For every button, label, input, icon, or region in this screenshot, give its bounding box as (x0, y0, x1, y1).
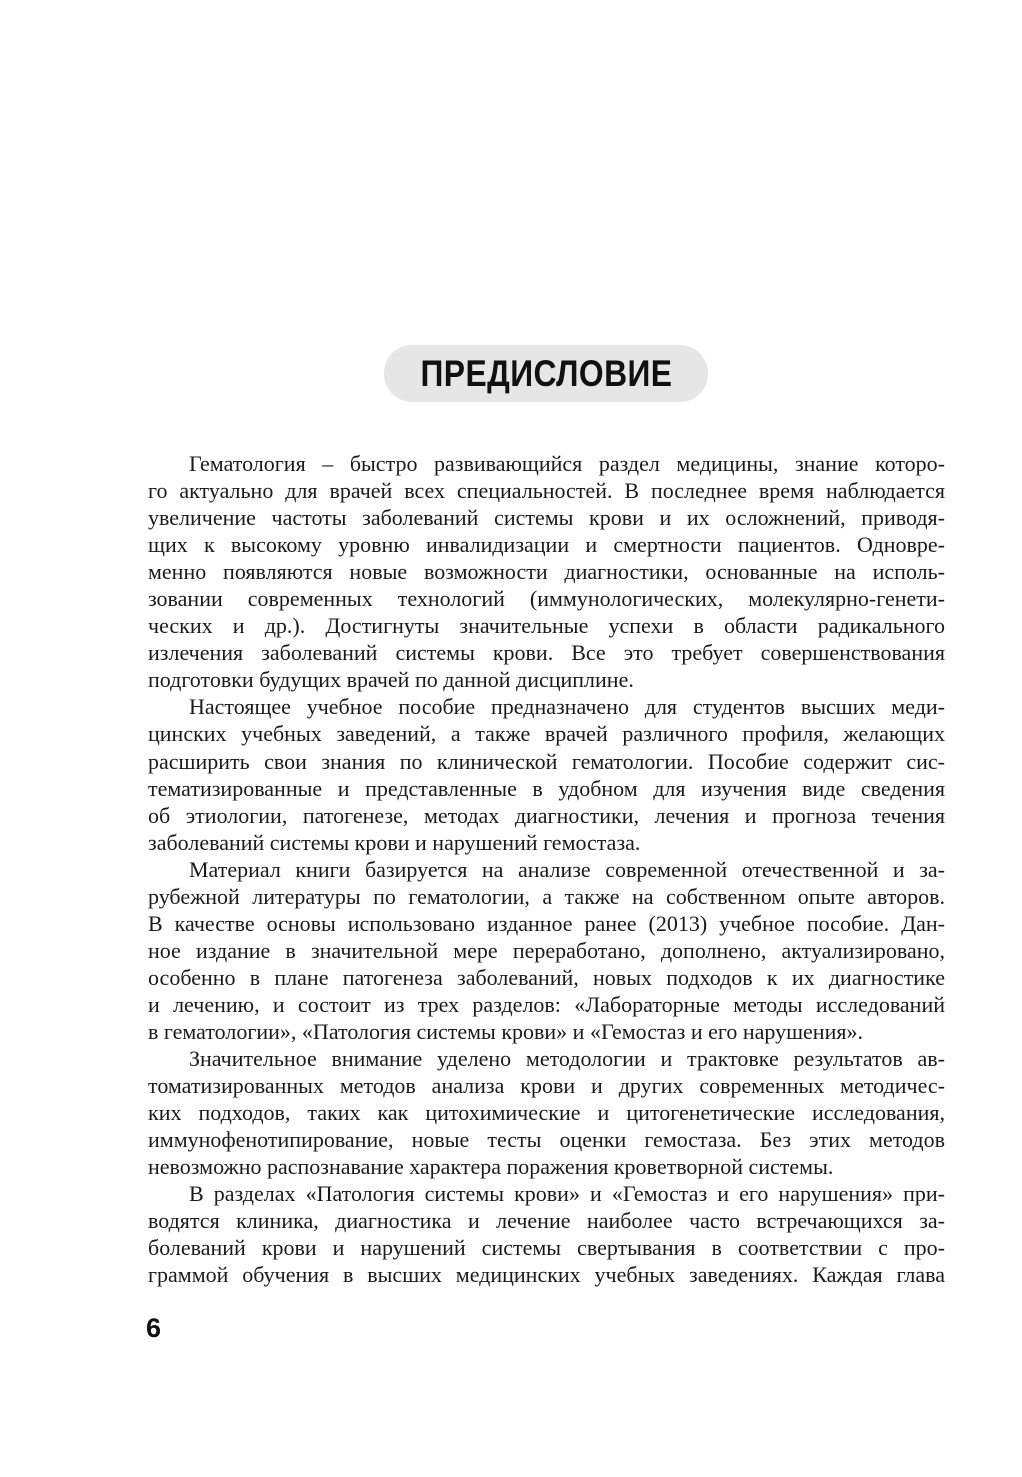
text-line: об этиологии, патогенезе, методах диагностики, лечения и прогноза течения (148, 802, 945, 828)
text-line: водятся клиника, диагностика и лечение наиболее часто встречающихся за- (148, 1208, 945, 1234)
text-line: заболеваний системы крови и нарушений гемостаза. (148, 829, 641, 855)
text-line: В качестве основы использовано изданное ранее (2013) учебное пособие. Дан- (148, 910, 945, 936)
text-line: ческих и др.). Достигнуты значительные успехи в области радикального (148, 613, 945, 639)
text-line: цинских учебных заведений, а также врачей различного профиля, желающих (148, 721, 945, 747)
text-line: подготовки будущих врачей по данной дисциплине. (148, 667, 634, 693)
text-line: ное издание в значительной мере переработано, дополнено, актуализировано, (148, 937, 945, 963)
page-number: 6 (146, 1313, 162, 1343)
page-title: ПРЕДИСЛОВИЕ (420, 352, 672, 394)
text-line: особенно в плане патогенеза заболеваний, новых подходов к их диагностике (148, 964, 945, 990)
text-line: зовании современных технологий (иммунологических, молекулярно-генети- (148, 586, 945, 612)
text-line: излечения заболеваний системы крови. Все это требует совершенствования (148, 640, 945, 666)
text-line: болеваний крови и нарушений системы свертывания в соответствии с про- (148, 1235, 945, 1261)
heading-box (384, 345, 708, 402)
text-line: тематизированные и представленные в удобном для изучения виде сведения (148, 775, 945, 801)
text-line: ких подходов, таких как цитохимические и цитогенетические исследования, (148, 1100, 945, 1126)
text-line: расширить свои знания по клинической гематологии. Пособие содержит сис- (148, 748, 945, 774)
preface-body (148, 450, 945, 1288)
text-line: в гематологии», «Патология системы крови» и «Гемостаз и его нарушения». (148, 1018, 863, 1044)
text-line: Материал книги базируется на анализе современной отечественной и за- (189, 856, 945, 882)
text-line: В разделах «Патология системы крови» и «Гемостаз и его нарушения» при- (189, 1181, 945, 1207)
text-line: щих к высокому уровню инвалидизации и смертности пациентов. Одновре- (148, 532, 945, 558)
text-line: рубежной литературы по гематологии, а также на собственном опыте авторов. (148, 883, 945, 909)
text-line: менно появляются новые возможности диагностики, основанные на исполь- (148, 559, 945, 585)
text-line: невозможно распознавание характера поражения кроветворной системы. (148, 1154, 834, 1180)
text-line: го актуально для врачей всех специальностей. В последнее время наблюдается (148, 478, 945, 504)
text-line: томатизированных методов анализа крови и других современных методичес- (148, 1073, 945, 1099)
paragraph (148, 450, 945, 693)
paragraph (148, 1045, 945, 1180)
text-line: иммунофенотипирование, новые тесты оценки гемостаза. Без этих методов (148, 1127, 945, 1153)
text-line: Значительное внимание уделено методологии и трактовке результатов ав- (189, 1046, 945, 1072)
text-line: увеличение частоты заболеваний системы крови и их осложнений, приводя- (148, 505, 945, 531)
text-line: граммой обучения в высших медицинских учебных заведениях. Каждая глава (148, 1262, 945, 1288)
text-line: и лечению, и состоит из трех разделов: «Лабораторные методы исследований (148, 991, 945, 1017)
paragraph (148, 1180, 945, 1288)
paragraph (148, 856, 945, 1045)
text-line: Гематология – быстро развивающийся раздел медицины, знание которо- (189, 451, 945, 476)
paragraph (148, 693, 945, 855)
text-line: Настоящее учебное пособие предназначено для студентов высших меди- (189, 694, 945, 720)
